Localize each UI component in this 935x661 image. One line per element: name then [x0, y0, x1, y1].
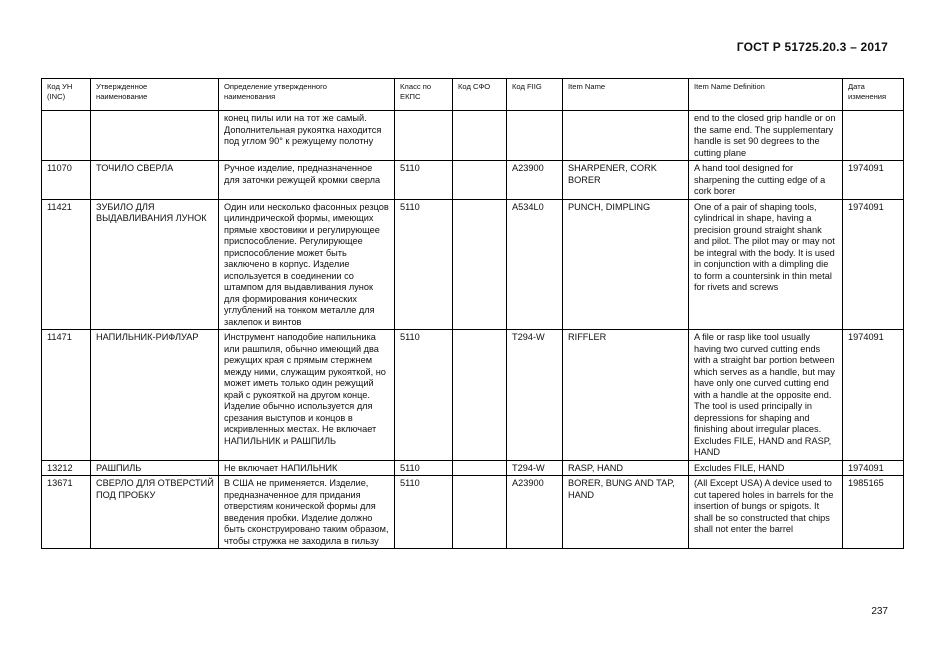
cell-ekps-class: [395, 111, 453, 161]
cell-fiig-code: A23900: [507, 476, 563, 549]
codification-table: [41, 78, 904, 549]
cell-sfo-code: [453, 330, 507, 461]
cell-inc: 13671: [42, 476, 91, 549]
cell-sfo-code: [453, 199, 507, 330]
cell-sfo-code: [453, 476, 507, 549]
cell-change-date: 1974091: [843, 460, 904, 476]
table-row: [42, 476, 904, 549]
cell-item-name: RIFFLER: [563, 330, 689, 461]
col-header-inc: Код УН (INC): [42, 79, 91, 111]
header-row: [42, 79, 904, 111]
cell-name-ru: [91, 111, 219, 161]
cell-item-name: SHARPENER, CORK BORER: [563, 161, 689, 200]
col-header-change-date: Дата изменения: [843, 79, 904, 111]
table-body: [42, 111, 904, 549]
cell-sfo-code: [453, 111, 507, 161]
cell-fiig-code: A534L0: [507, 199, 563, 330]
cell-ekps-class: 5110: [395, 199, 453, 330]
col-header-sfo-code: Код СФО: [453, 79, 507, 111]
cell-change-date: 1974091: [843, 161, 904, 200]
cell-ekps-class: 5110: [395, 476, 453, 549]
cell-inc: [42, 111, 91, 161]
cell-item-definition: (All Except USA) A device used to cut tapered holes in barrels for the insertion of bungs or spigots. It shall be so constructed that chips shall not enter the barrel: [689, 476, 843, 549]
cell-name-ru: ЗУБИЛО ДЛЯ ВЫДАВЛИВАНИЯ ЛУНОК: [91, 199, 219, 330]
table-row: [42, 199, 904, 330]
table-header: [42, 79, 904, 111]
cell-definition-ru: конец пилы или на тот же самый. Дополнительная рукоятка находится под углом 90° к режущему полотну: [219, 111, 395, 161]
table-row: [42, 460, 904, 476]
cell-inc: 11471: [42, 330, 91, 461]
document-title: ГОСТ Р 51725.20.3 – 2017: [736, 40, 888, 54]
cell-definition-ru: Не включает НАПИЛЬНИК: [219, 460, 395, 476]
col-header-definition-ru: Определение утвержденного наименования: [219, 79, 395, 111]
page-number: 237: [871, 606, 888, 617]
col-header-item-name: Item Name: [563, 79, 689, 111]
col-header-ekps-class: Класс по ЕКПС: [395, 79, 453, 111]
cell-item-name: PUNCH, DIMPLING: [563, 199, 689, 330]
col-header-item-definition: Item Name Definition: [689, 79, 843, 111]
cell-ekps-class: 5110: [395, 161, 453, 200]
cell-definition-ru: В США не применяется. Изделие, предназначенное для придания отверстиям конической формы для введения пробки. Изделие должно быть сконструировано таким образом, чтобы стружка не заходила в гильзу: [219, 476, 395, 549]
cell-definition-ru: Ручное изделие, предназначенное для заточки режущей кромки сверла: [219, 161, 395, 200]
table-row: [42, 330, 904, 461]
cell-inc: 13212: [42, 460, 91, 476]
cell-definition-ru: Один или несколько фасонных резцов цилиндрической формы, имеющих прямые хвостовики и регулирующее приспособление. Регулирующее приспособление может быть заключено в корпус. Изделие используется в соединении со штампом для выдавливания лунок для формирования конических углублений на тонком металле для заклепок и винтов: [219, 199, 395, 330]
cell-fiig-code: A23900: [507, 161, 563, 200]
cell-item-name: [563, 111, 689, 161]
cell-fiig-code: T294-W: [507, 460, 563, 476]
cell-sfo-code: [453, 460, 507, 476]
cell-name-ru: РАШПИЛЬ: [91, 460, 219, 476]
col-header-name-ru: Утвержденное наименование: [91, 79, 219, 111]
cell-item-name: RASP, HAND: [563, 460, 689, 476]
cell-item-definition: A hand tool designed for sharpening the cutting edge of a cork borer: [689, 161, 843, 200]
col-header-fiig-code: Код FIIG: [507, 79, 563, 111]
cell-ekps-class: 5110: [395, 460, 453, 476]
cell-definition-ru: Инструмент наподобие напильника или рашпиля, обычно имеющий два режущих края с прямым стержнем между ними, служащим рукояткой, но может иметь только один режущий край с рукояткой на другом конце. Изделие обычно используется для срезания выступов и концов в искривленных местах. Не включает НАПИЛЬНИК и РАШПИЛЬ: [219, 330, 395, 461]
cell-ekps-class: 5110: [395, 330, 453, 461]
cell-name-ru: НАПИЛЬНИК-РИФЛУАР: [91, 330, 219, 461]
cell-change-date: [843, 111, 904, 161]
cell-inc: 11421: [42, 199, 91, 330]
cell-item-definition: One of a pair of shaping tools, cylindrical in shape, having a precision ground straight shank and pilot. The pilot may or may not be integral with the body. It is used in conjunction with a dimpling die to form a countersink in thin metal for rivets and screws: [689, 199, 843, 330]
cell-fiig-code: T294-W: [507, 330, 563, 461]
table-row: [42, 161, 904, 200]
cell-change-date: 1974091: [843, 330, 904, 461]
cell-fiig-code: [507, 111, 563, 161]
cell-item-definition: end to the closed grip handle or on the same end. The supplementary handle is set 90 degrees to the cutting plane: [689, 111, 843, 161]
cell-name-ru: СВЕРЛО ДЛЯ ОТВЕРСТИЙ ПОД ПРОБКУ: [91, 476, 219, 549]
cell-sfo-code: [453, 161, 507, 200]
cell-item-definition: Excludes FILE, HAND: [689, 460, 843, 476]
cell-item-definition: A file or rasp like tool usually having two curved cutting ends with a straight bar portion between which serves as a handle, but may have only one curved cutting end with a handle at the opposite end. The tool is used principally in depressions for shaping and finishing about irregular places. Excludes FILE, HAND and RASP, HAND: [689, 330, 843, 461]
cell-item-name: BORER, BUNG AND TAP, HAND: [563, 476, 689, 549]
cell-change-date: 1985165: [843, 476, 904, 549]
table-row: [42, 111, 904, 161]
cell-inc: 11070: [42, 161, 91, 200]
cell-name-ru: ТОЧИЛО СВЕРЛА: [91, 161, 219, 200]
cell-change-date: 1974091: [843, 199, 904, 330]
